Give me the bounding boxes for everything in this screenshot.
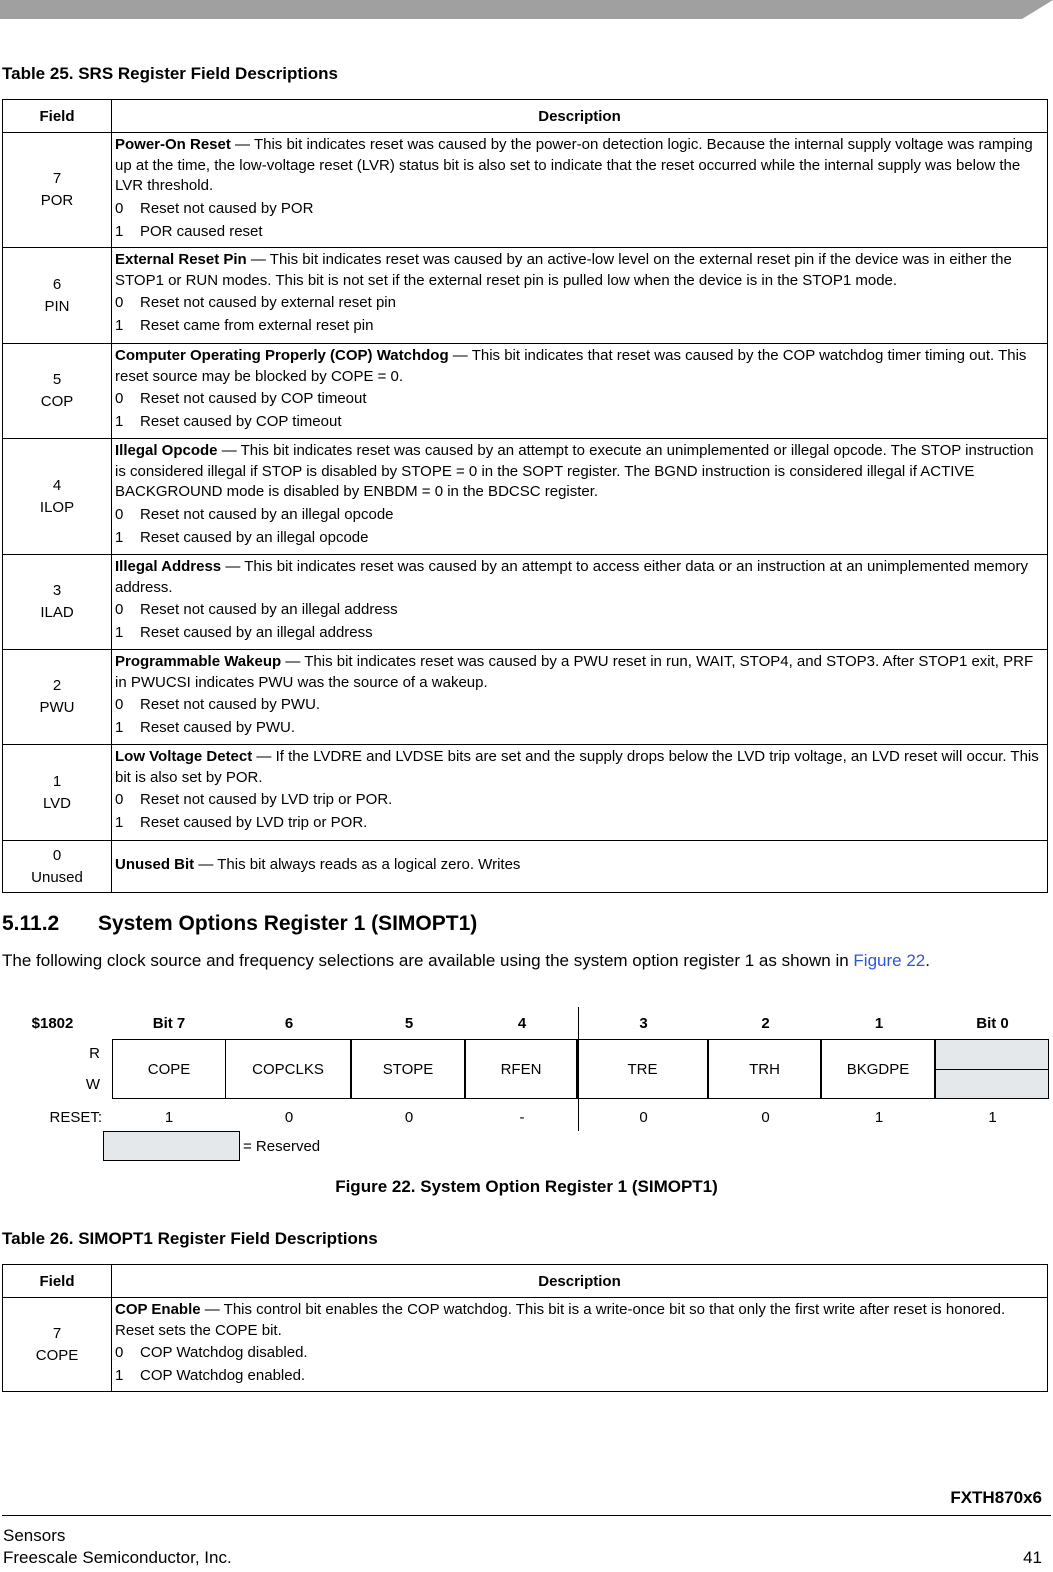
field-cell bbox=[3, 841, 112, 893]
description-cell bbox=[112, 745, 1048, 841]
nibble-divider bbox=[578, 1007, 579, 1131]
paragraph-text: The following clock source and frequency selections are available using the system option register 1 as shown in bbox=[2, 951, 854, 970]
option-value: 0 bbox=[115, 294, 124, 311]
bit-header: 1 bbox=[874, 1014, 884, 1032]
option-value: 1 bbox=[115, 222, 124, 240]
bit-header: 4 bbox=[517, 1014, 527, 1032]
bit-header: 5 bbox=[404, 1014, 414, 1032]
bit-header: Bit 0 bbox=[976, 1014, 1009, 1032]
description-text bbox=[115, 441, 1045, 503]
read-row-label: R bbox=[89, 1044, 100, 1062]
bit-header: 2 bbox=[761, 1014, 770, 1032]
option-row bbox=[115, 598, 1045, 621]
description-body: — This bit indicates reset was caused by a PWU reset in run, WAIT, STOP4, and STOP3. After STOP1 exit, PRF in PWUCSI indicates PWU was the source of a wakeup. bbox=[115, 653, 1034, 691]
section-title: System Options Register 1 (SIMOPT1) bbox=[98, 912, 478, 935]
description-text bbox=[115, 135, 1045, 197]
option-row bbox=[115, 1341, 1045, 1364]
field-name: POR bbox=[40, 192, 74, 209]
footer-divider bbox=[2, 1515, 1051, 1516]
option-meaning: Reset not caused by PWU. bbox=[140, 696, 321, 713]
description-cell bbox=[112, 133, 1048, 248]
option-meaning: Reset caused by LVD trip or POR. bbox=[140, 814, 368, 831]
field-cell bbox=[3, 439, 112, 555]
field-name: ILOP bbox=[39, 498, 75, 516]
field-cell bbox=[3, 133, 112, 248]
field-name: COPE bbox=[35, 1346, 79, 1364]
description-body: — This bit indicates reset was caused by the power-on detection logic. Because the internal supply voltage was ramping up at the time, the low-voltage reset (LVR) status bit is also set to indicate that the reset occurred while the internal supply was below the LVR threshold. bbox=[115, 136, 1033, 194]
option-meaning: Reset not caused by an illegal opcode bbox=[140, 505, 394, 523]
table-row bbox=[3, 650, 1048, 745]
footer-company: Freescale Semiconductor, Inc. bbox=[3, 1548, 232, 1567]
option-value: 1 bbox=[115, 317, 124, 334]
option-meaning: Reset caused by COP timeout bbox=[140, 413, 342, 430]
section-paragraph bbox=[2, 951, 930, 971]
description-body: — If the LVDRE and LVDSE bits are set and the supply drops below the LVD trip voltage, an LVD reset will occur. This bit is also set by POR. bbox=[115, 748, 1039, 786]
field-name: COP bbox=[40, 393, 74, 410]
option-value: 1 bbox=[115, 814, 124, 831]
table25-header-field: Field bbox=[3, 100, 112, 133]
bit-header: 3 bbox=[639, 1014, 648, 1032]
option-value: 0 bbox=[115, 1344, 124, 1361]
option-row bbox=[115, 621, 1045, 644]
reserved-read-cell bbox=[935, 1039, 1049, 1070]
table-row bbox=[3, 745, 1048, 841]
section-number: 5.11.2 bbox=[2, 912, 60, 935]
description-text bbox=[115, 346, 1045, 387]
description-title: External Reset Pin bbox=[115, 251, 247, 268]
field-cell bbox=[3, 745, 112, 841]
option-row bbox=[115, 410, 1045, 433]
reset-value: 0 bbox=[761, 1108, 770, 1126]
field-cell bbox=[3, 555, 112, 650]
description-cell bbox=[112, 555, 1048, 650]
option-meaning: POR caused reset bbox=[140, 222, 263, 240]
description-title: Low Voltage Detect bbox=[115, 748, 253, 765]
option-value: 1 bbox=[115, 624, 124, 641]
register-field-stope: STOPE bbox=[351, 1039, 465, 1099]
description-text bbox=[115, 855, 1045, 876]
option-value: 1 bbox=[115, 413, 124, 430]
description-title: Computer Operating Properly (COP) Watchdog bbox=[115, 347, 449, 364]
field-name: LVD bbox=[42, 794, 72, 812]
header-bar bbox=[0, 0, 1053, 19]
option-meaning: Reset caused by an illegal opcode bbox=[140, 528, 369, 546]
description-body: — This bit indicates reset was caused by an attempt to execute an unimplemented or illegal opcode. The STOP instruction is considered illegal if STOP is disabled by STOPE = 0 in the SOPT register. The BGND instruction is considered illegal if ACTIVE BACKGROUND mode is disabled by ENBDM = 0 in the BDCSC register. bbox=[115, 442, 1034, 500]
description-cell bbox=[112, 248, 1048, 344]
table-row bbox=[3, 555, 1048, 650]
doc-title: FXTH870x6 bbox=[950, 1488, 1042, 1507]
field-cell bbox=[3, 1298, 112, 1392]
section-heading bbox=[2, 912, 477, 936]
option-meaning: Reset not caused by an illegal address bbox=[140, 601, 398, 618]
option-value: 0 bbox=[115, 601, 124, 618]
reset-value: - bbox=[519, 1108, 525, 1126]
table25-header-description: Description bbox=[112, 100, 1048, 133]
table-row bbox=[3, 841, 1048, 893]
option-value: 1 bbox=[115, 719, 124, 736]
option-meaning: Reset not caused by LVD trip or POR. bbox=[140, 791, 393, 808]
reset-value: 1 bbox=[874, 1108, 884, 1126]
field-bit: 1 bbox=[52, 772, 62, 790]
option-value: 1 bbox=[115, 1367, 124, 1384]
register-field-rfen: RFEN bbox=[465, 1039, 577, 1099]
field-name: ILAD bbox=[40, 604, 74, 621]
description-text bbox=[115, 1300, 1045, 1341]
reset-value: 1 bbox=[988, 1108, 997, 1126]
write-row-label: W bbox=[85, 1075, 100, 1093]
description-text bbox=[115, 652, 1045, 693]
description-title: Programmable Wakeup bbox=[115, 653, 282, 670]
field-cell bbox=[3, 344, 112, 439]
field-bit: 4 bbox=[52, 476, 62, 494]
table26-caption: Table 26. SIMOPT1 Register Field Descriptions bbox=[2, 1229, 378, 1248]
reserved-legend-label: = Reserved bbox=[243, 1137, 321, 1155]
description-body: — This bit indicates reset was caused by an attempt to access either data or an instruction at an unimplemented memory address. bbox=[115, 558, 1028, 596]
description-cell bbox=[112, 1298, 1048, 1392]
description-body: — This bit always reads as a logical zero. Writes bbox=[194, 856, 521, 874]
footer-category: Sensors bbox=[3, 1526, 66, 1545]
field-cell bbox=[3, 248, 112, 344]
option-row bbox=[115, 788, 1045, 811]
description-body: — This bit indicates that reset was caused by the COP watchdog timer timing out. This reset source may be blocked by COPE = 0. bbox=[115, 347, 1027, 385]
option-row bbox=[115, 1364, 1045, 1387]
table25 bbox=[2, 99, 1048, 893]
field-name: Unused bbox=[31, 868, 83, 886]
table-row bbox=[3, 248, 1048, 344]
description-cell bbox=[112, 650, 1048, 745]
option-value: 0 bbox=[115, 696, 124, 713]
bit-header: Bit 7 bbox=[152, 1014, 186, 1032]
table-row bbox=[3, 1298, 1048, 1392]
option-meaning: COP Watchdog disabled. bbox=[140, 1344, 308, 1361]
option-meaning: Reset not caused by POR bbox=[140, 199, 314, 217]
description-text bbox=[115, 250, 1045, 291]
page-number: 41 bbox=[1023, 1548, 1042, 1567]
option-row bbox=[115, 526, 1045, 549]
description-title: Power-On Reset bbox=[115, 136, 231, 153]
reset-value: 0 bbox=[284, 1108, 294, 1126]
field-bit: 7 bbox=[52, 170, 62, 187]
table26-header-description: Description bbox=[112, 1265, 1048, 1298]
option-row bbox=[115, 693, 1045, 716]
field-cell bbox=[3, 650, 112, 745]
option-meaning: Reset came from external reset pin bbox=[140, 317, 374, 334]
description-body: — This control bit enables the COP watchdog. This bit is a write-once bit so that only the first write after reset is honored. Reset sets the COPE bit. bbox=[115, 1301, 1006, 1339]
reserved-write-cell bbox=[935, 1069, 1049, 1099]
description-title: COP Enable bbox=[115, 1301, 201, 1318]
register-field-trh: TRH bbox=[708, 1039, 821, 1099]
field-bit: 6 bbox=[52, 275, 62, 293]
option-value: 0 bbox=[115, 199, 124, 217]
table-row bbox=[3, 344, 1048, 439]
field-name: PWU bbox=[39, 699, 75, 716]
option-meaning: Reset not caused by COP timeout bbox=[140, 390, 367, 407]
reset-label: RESET: bbox=[49, 1108, 102, 1126]
option-meaning: Reset not caused by external reset pin bbox=[140, 294, 396, 311]
option-row bbox=[115, 291, 1045, 314]
option-row bbox=[115, 811, 1045, 834]
option-meaning: Reset caused by PWU. bbox=[140, 719, 296, 736]
register-address: $1802 bbox=[31, 1014, 74, 1032]
option-meaning: Reset caused by an illegal address bbox=[140, 624, 373, 641]
register-field-tre: TRE bbox=[577, 1039, 708, 1099]
description-text bbox=[115, 747, 1045, 788]
description-body: — This bit indicates reset was caused by an active-low level on the external reset pin if the device was in either the STOP1 or RUN modes. This bit is not set if the external reset pin is pulled low when the device is in the STOP1 mode. bbox=[115, 251, 1012, 289]
field-bit: 2 bbox=[52, 677, 62, 694]
reserved-legend-swatch bbox=[103, 1131, 240, 1161]
register-field-bkgdpe: BKGDPE bbox=[821, 1039, 935, 1099]
description-title: Illegal Opcode bbox=[115, 442, 218, 459]
description-title: Illegal Address bbox=[115, 558, 222, 575]
table26 bbox=[2, 1264, 1048, 1392]
register-field-cope: COPE bbox=[112, 1039, 226, 1099]
option-meaning: COP Watchdog enabled. bbox=[140, 1367, 306, 1384]
option-row bbox=[115, 503, 1045, 526]
option-value: 0 bbox=[115, 390, 124, 407]
reset-value: 0 bbox=[404, 1108, 414, 1126]
figure-link[interactable]: Figure 22 bbox=[853, 951, 926, 970]
table-row bbox=[3, 133, 1048, 248]
field-bit: 3 bbox=[52, 582, 62, 599]
option-value: 0 bbox=[115, 791, 124, 808]
description-text bbox=[115, 557, 1045, 598]
description-cell bbox=[112, 439, 1048, 555]
description-cell bbox=[112, 344, 1048, 439]
table25-caption: Table 25. SRS Register Field Descriptions bbox=[2, 64, 339, 83]
field-bit: 5 bbox=[52, 371, 62, 388]
field-bit: 0 bbox=[52, 846, 62, 864]
bit-header: 6 bbox=[284, 1014, 294, 1032]
option-row bbox=[115, 197, 1045, 220]
reset-value: 0 bbox=[639, 1108, 648, 1126]
description-cell bbox=[112, 841, 1048, 893]
paragraph-end: . bbox=[925, 951, 930, 970]
field-bit: 7 bbox=[52, 1324, 62, 1342]
reset-value: 1 bbox=[164, 1108, 174, 1126]
option-row bbox=[115, 387, 1045, 410]
table-row bbox=[3, 439, 1048, 555]
option-value: 1 bbox=[115, 528, 124, 546]
option-row bbox=[115, 314, 1045, 337]
option-row bbox=[115, 716, 1045, 739]
register-diagram bbox=[0, 1005, 1053, 1165]
register-field-copclks: COPCLKS bbox=[225, 1039, 351, 1099]
figure-caption: Figure 22. System Option Register 1 (SIMOPT1) bbox=[335, 1177, 718, 1196]
field-name: PIN bbox=[44, 297, 70, 315]
option-value: 0 bbox=[115, 505, 124, 523]
table26-header-field: Field bbox=[3, 1265, 112, 1298]
option-row bbox=[115, 220, 1045, 243]
description-title: Unused Bit bbox=[115, 856, 195, 874]
